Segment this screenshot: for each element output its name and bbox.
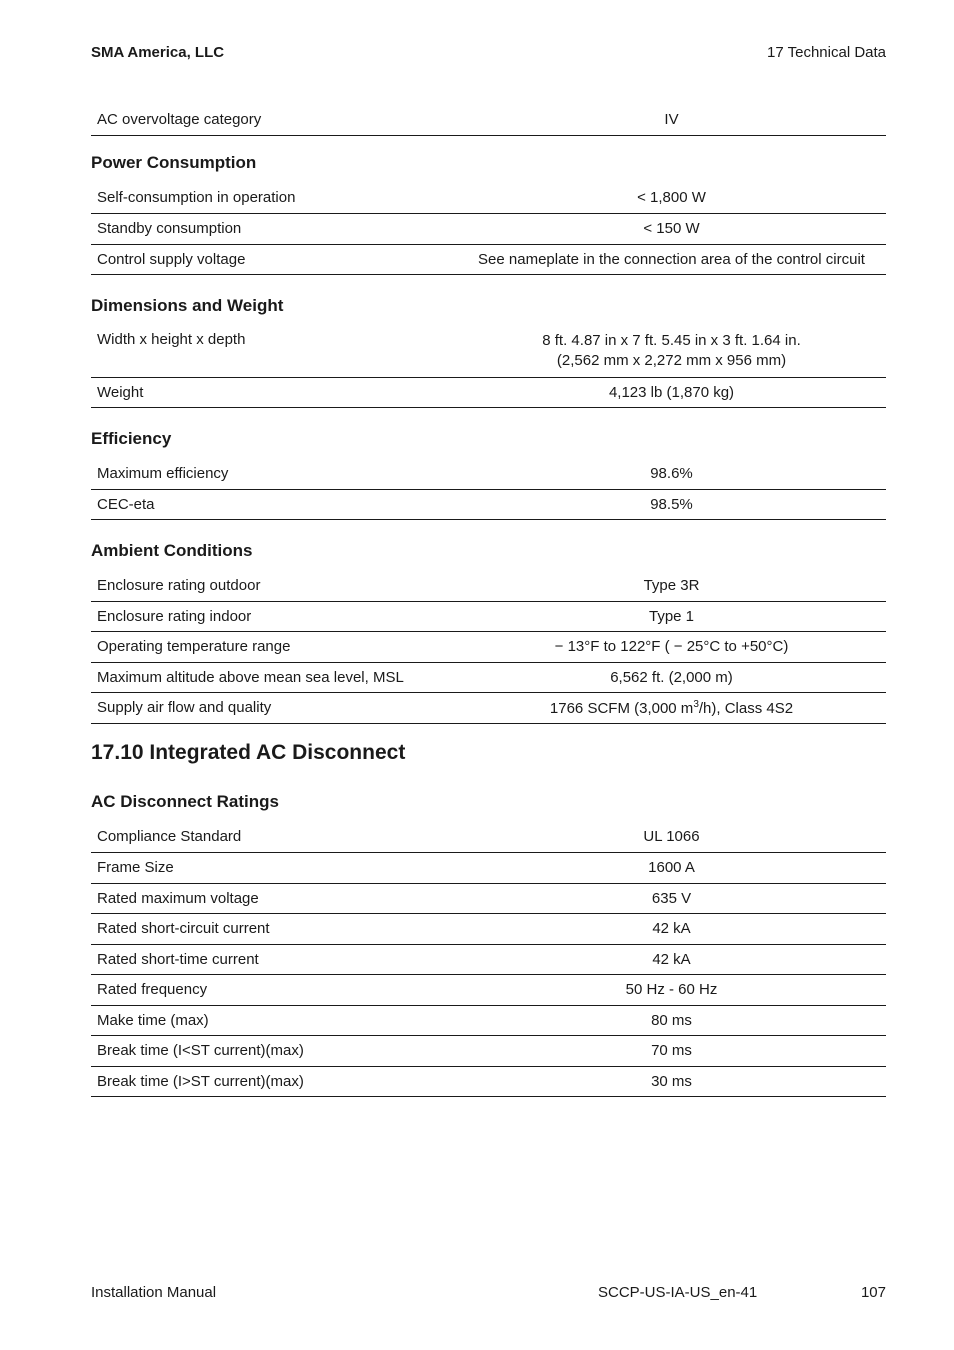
table-row [91,883,886,913]
row-value: Type 1 [648,607,695,625]
row-label: Standby consumption [97,220,242,237]
section-title-efficiency: Efficiency [91,429,172,448]
section-title-ac-disconnect: AC Disconnect Ratings [91,792,279,811]
row-label: Rated frequency [97,981,208,998]
chapter-section-title: 17.10 Integrated AC Disconnect [91,741,406,764]
table-row [91,571,886,601]
overvoltage-table [91,104,886,136]
row-label: Frame Size [97,859,174,876]
row-value: 42 kA [652,950,691,968]
table-row [91,183,886,213]
table-row [91,601,886,631]
row-value: See nameplate in the connection area of the control circuit [478,250,865,268]
header-company: SMA America, LLC [91,44,225,61]
row-value: 8 ft. 4.87 in x 7 ft. 5.45 in x 3 ft. 1.64 in. [542,332,801,350]
table-row [91,631,886,662]
row-label: AC overvoltage category [97,110,262,128]
row-value: 1766 SCFM (3,000 m [549,699,694,717]
row-value: < 150 W [643,220,700,237]
footer-doc-code: SCCP-US-IA-US_en-41 [598,1284,758,1301]
row-value: 98.5% [650,495,693,513]
table-row [91,913,886,944]
ambient-table [91,571,886,724]
table-row [91,213,886,244]
table-row [91,974,886,1005]
row-value: 50 Hz - 60 Hz [625,981,718,998]
row-label: Operating temperature range [97,638,291,655]
row-label: Maximum altitude above mean sea level, MSL [97,668,404,686]
row-value: IV [664,110,679,128]
row-label: Break time (I<ST current)(max) [97,1042,304,1059]
efficiency-table [91,459,886,520]
table-row [91,692,886,723]
table-row [91,1066,886,1096]
superscript: 3 [693,698,699,710]
row-value: 80 ms [651,1011,692,1029]
row-label: Rated maximum voltage [97,889,259,907]
section-title-dimensions: Dimensions and Weight [91,296,284,315]
row-value: 70 ms [651,1042,692,1059]
row-label: Supply air flow and quality [97,699,272,716]
row-value: 42 kA [652,920,691,937]
table-row [91,459,886,489]
section-title-power: Power Consumption [91,153,257,172]
row-label: Weight [97,383,144,401]
row-value: 4,123 lb (1,870 kg) [608,383,735,401]
section-title-ambient: Ambient Conditions [91,541,253,560]
row-value: 98.6% [650,465,693,483]
row-value-metric: (2,562 mm x 2,272 mm x 956 mm) [556,352,787,370]
row-value: 6,562 ft. (2,000 m) [610,668,733,686]
row-label: Width x height x depth [97,331,246,348]
row-value: UL 1066 [643,828,700,846]
row-label: Rated short-time current [97,950,259,968]
footer-doc-type: Installation Manual [91,1284,217,1301]
row-label: Rated short-circuit current [97,920,270,937]
table-row [91,1035,886,1066]
ac-disconnect-table [91,822,886,1097]
power-table [91,183,886,275]
table-row [91,104,886,135]
table-row [91,377,886,407]
row-value: < 1,800 W [637,189,706,207]
row-label: Control supply voltage [97,250,246,268]
header-chapter: 17 Technical Data [767,44,886,61]
footer-page-number: 107 [860,1284,886,1301]
row-value: − 13°F to 122°F ( − 25°C to +50°C) [554,638,789,655]
table-row [91,852,886,883]
table-row [91,1005,886,1035]
row-value-suffix: /h), Class 4S2 [698,699,794,717]
table-row [91,326,886,377]
dimensions-table [91,326,886,408]
row-label: Enclosure rating outdoor [97,577,261,595]
table-row [91,822,886,852]
table-row [91,944,886,974]
row-value: 1600 A [648,859,695,876]
row-label: Self-consumption in operation [97,189,296,207]
row-value: 635 V [651,889,692,907]
row-label: Compliance Standard [97,828,242,846]
row-value: Type 3R [643,577,700,595]
row-label: Maximum efficiency [97,465,229,483]
row-label: Make time (max) [97,1011,209,1029]
row-label: Break time (I>ST current)(max) [97,1072,304,1090]
table-row [91,662,886,692]
table-row [91,489,886,519]
row-label: Enclosure rating indoor [97,607,252,625]
row-value: 30 ms [651,1072,692,1090]
table-row [91,244,886,274]
row-label: CEC-eta [97,495,155,513]
